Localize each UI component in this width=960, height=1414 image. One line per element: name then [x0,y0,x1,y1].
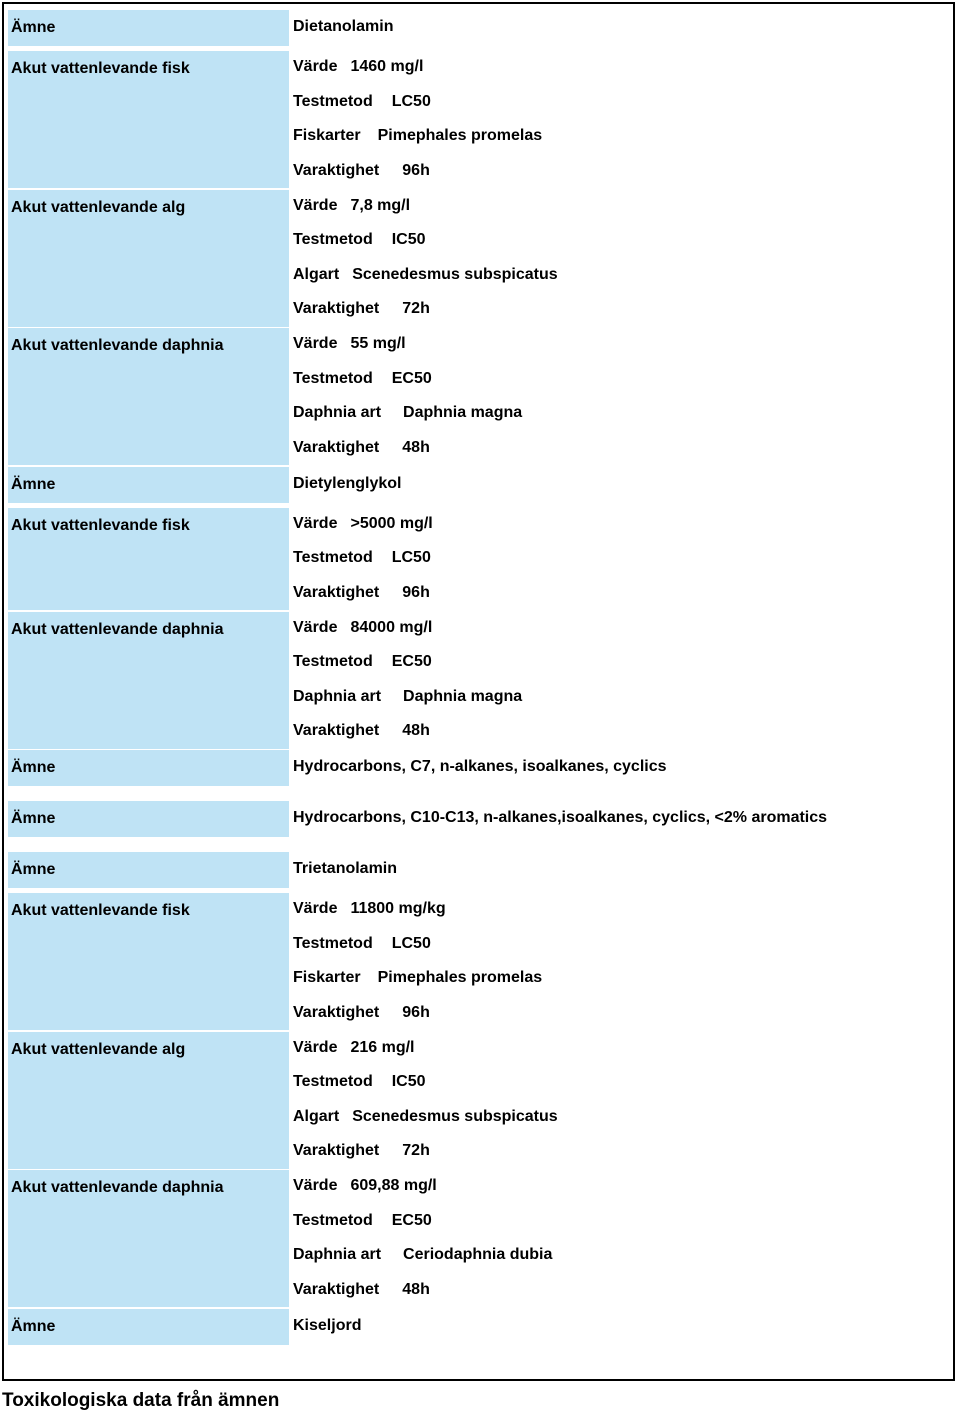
property-row [293,196,410,216]
property-row [293,1280,430,1300]
substance-label-cell [8,852,289,888]
property-row [293,369,432,389]
property-name: Testmetod [293,934,373,952]
property-name: Varaktighet [293,583,380,601]
property-row [293,583,430,603]
property-row [293,687,522,707]
substance-name: Hydrocarbons, C7, n-alkanes, isoalkanes, cyclics [293,758,667,775]
property-row [293,1072,426,1092]
substance-label: Ämne [11,475,56,493]
property-row [293,652,432,672]
property-row [293,230,426,250]
property-row [293,161,430,181]
test-label: Akut vattenlevande fisk [11,60,190,77]
test-label-cell [8,893,289,1030]
test-label-cell [8,1170,289,1307]
section-caption: Toxikologiska data från ämnen [2,1390,280,1411]
property-row [293,126,542,146]
property-row [293,548,431,568]
substance-name: Hydrocarbons, C10-C13, n-alkanes,isoalkanes, cyclics, <2% aromatics [293,809,828,826]
property-row [293,1176,437,1196]
property-value: EC50 [391,1211,432,1229]
test-label: Akut vattenlevande daphnia [11,337,224,354]
property-value: IC50 [391,1073,426,1090]
property-row [293,968,542,988]
property-value: EC50 [391,653,432,670]
property-name: Algart [293,265,340,283]
substance-label: Ämne [11,810,56,827]
substance-label-cell [8,801,289,837]
property-name: Fiskarter [293,969,361,986]
substance-label-cell [8,1309,289,1345]
test-label: Akut vattenlevande daphnia [11,620,224,638]
property-row [293,618,432,638]
property-row [293,438,430,458]
property-row [293,934,431,954]
property-value: 72h [402,300,430,317]
property-name: Testmetod [293,369,373,387]
property-row [293,299,430,319]
substance-name: Kiseljord [293,1316,362,1334]
test-label-cell [8,51,289,188]
property-value: 609,88 mg/l [350,1177,437,1194]
property-value: 48h [402,438,430,456]
substance-label: Ämne [11,759,56,776]
property-value: 55 mg/l [350,335,406,352]
property-row [293,514,433,534]
substance-label-cell [8,750,289,786]
property-name: Värde [293,514,338,532]
test-label-cell [8,328,289,465]
substance-label: Ämne [11,1317,56,1335]
property-name: Varaktighet [293,1142,380,1159]
property-value: Ceriodaphnia dubia [403,1246,553,1263]
property-name: Varaktighet [293,722,380,739]
property-value: >5000 mg/l [350,514,433,532]
property-name: Daphnia art [293,687,382,705]
property-value: 1460 mg/l [350,58,424,75]
property-name: Daphnia art [293,404,382,421]
property-name: Testmetod [293,653,373,670]
test-label: Akut vattenlevande fisk [11,902,190,919]
property-name: Värde [293,58,338,75]
property-value: IC50 [391,231,426,248]
property-value: 216 mg/l [350,1038,415,1056]
test-label: Akut vattenlevande alg [11,198,186,216]
property-value: Pimephales promelas [377,969,543,986]
property-value: Scenedesmus subspicatus [352,265,558,283]
property-name: Varaktighet [293,161,380,179]
property-row [293,1141,430,1161]
test-label: Akut vattenlevande alg [11,1040,186,1058]
test-label-cell [8,190,289,327]
test-label-cell [8,508,289,611]
property-name: Värde [293,196,338,214]
property-value: 11800 mg/kg [350,900,446,917]
property-value: EC50 [391,369,432,387]
property-name: Värde [293,1177,338,1194]
property-value: 96h [402,161,430,179]
property-row [293,1003,430,1023]
property-name: Varaktighet [293,300,380,317]
property-value: Scenedesmus subspicatus [352,1107,558,1125]
property-name: Testmetod [293,1073,373,1090]
property-row [293,92,431,112]
property-value: 48h [402,722,430,739]
property-name: Testmetod [293,1211,373,1229]
property-row [293,1038,415,1058]
substance-name: Dietylenglykol [293,474,402,492]
test-label: Akut vattenlevande fisk [11,516,190,534]
property-row [293,403,522,423]
property-row [293,334,406,354]
substance-name: Trietanolamin [293,860,398,877]
property-name: Varaktighet [293,438,380,456]
substance-label-cell [8,10,289,46]
property-name: Algart [293,1107,340,1125]
property-name: Testmetod [293,92,373,110]
property-name: Fiskarter [293,127,361,144]
property-name: Testmetod [293,231,373,248]
property-value: Daphnia magna [403,687,523,705]
property-value: 7,8 mg/l [350,196,411,214]
property-name: Daphnia art [293,1246,382,1263]
property-row [293,1245,552,1265]
substance-name: Dietanolamin [293,18,394,35]
property-name: Värde [293,335,338,352]
property-row [293,1107,558,1127]
property-value: Daphnia magna [403,404,523,421]
substance-label: Ämne [11,19,56,36]
property-name: Värde [293,900,338,917]
property-value: 96h [402,1003,430,1021]
property-row [293,265,558,285]
property-value: LC50 [391,92,431,110]
property-value: 96h [402,583,430,601]
property-name: Värde [293,1038,338,1056]
property-value: 72h [402,1142,430,1159]
property-value: LC50 [391,934,431,952]
property-row [293,57,423,77]
property-row [293,721,430,741]
property-name: Värde [293,618,338,636]
property-value: 48h [402,1280,430,1298]
property-value: Pimephales promelas [377,127,543,144]
property-name: Varaktighet [293,1003,380,1021]
substance-label: Ämne [11,861,56,878]
property-value: 84000 mg/l [350,618,433,636]
property-row [293,899,446,919]
property-name: Varaktighet [293,1280,380,1298]
test-label: Akut vattenlevande daphnia [11,1179,224,1196]
substance-label-cell [8,467,289,503]
test-label-cell [8,612,289,749]
property-name: Testmetod [293,549,373,566]
property-row [293,1211,432,1231]
test-label-cell [8,1032,289,1169]
property-value: LC50 [391,549,431,566]
